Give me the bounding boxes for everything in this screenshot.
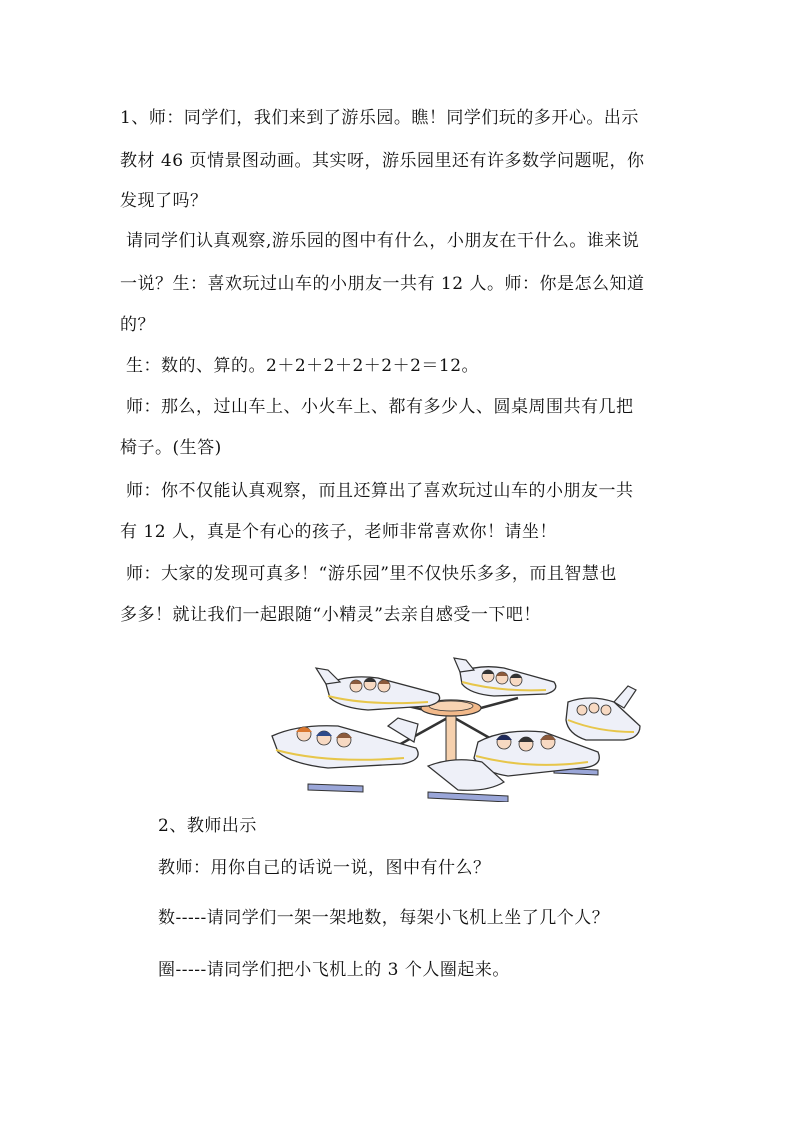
paragraph-1-line-1: 1、师：同学们，我们来到了游乐园。瞧！同学们玩的多开心。出示 <box>120 108 639 128</box>
paragraph-2-line-3: 的？ <box>120 315 155 335</box>
airplane-bottom-left <box>272 718 418 768</box>
paragraph-4-line-2: 椅子。(生答) <box>120 438 222 458</box>
paragraph-5-line-1: 师：你不仅能认真观察，而且还算出了喜欢玩过山车的小朋友一共 <box>126 481 634 501</box>
paragraph-6-line-2: 多多！就让我们一起跟随“小精灵”去亲自感受一下吧！ <box>120 605 541 625</box>
paragraph-4-line-1: 师：那么，过山车上、小火车上、都有多少人、圆桌周围共有几把 <box>126 397 634 417</box>
section-2-question-1: 教师：用你自己的话说一说，图中有什么？ <box>158 858 491 878</box>
paragraph-5-line-2: 有 12 人，真是个有心的孩子，老师非常喜欢你！请坐！ <box>120 522 557 542</box>
paragraph-1-line-2: 教材 46 页情景图动画。其实呀，游乐园里还有许多数学问题呢，你 <box>120 151 645 171</box>
section-2-question-3: 圈-----请同学们把小飞机上的 3 个人圈起来。 <box>158 960 510 980</box>
paragraph-1-line-3: 发现了吗？ <box>120 191 208 211</box>
paragraph-3-line-1: 生：数的、算的。2＋2＋2＋2＋2＋2＝12。 <box>126 356 480 376</box>
airplane-top-left <box>316 668 440 710</box>
section-2-question-2: 数-----请同学们一架一架地数，每架小飞机上坐了几个人？ <box>158 908 610 928</box>
paragraph-6-line-1: 师：大家的发现可真多！“游乐园”里不仅快乐多多，而且智慧也 <box>126 564 617 584</box>
airplane-top-right <box>454 658 556 696</box>
airplane-carousel-illustration <box>268 656 644 802</box>
paragraph-2-line-1: 请同学们认真观察,游乐园的图中有什么，小朋友在干什么。谁来说 <box>126 231 640 251</box>
paragraph-2-line-2: 一说？生：喜欢玩过山车的小朋友一共有 12 人。师：你是怎么知道 <box>120 274 645 294</box>
airplane-right <box>566 686 640 740</box>
section-2-heading: 2、教师出示 <box>158 816 257 836</box>
